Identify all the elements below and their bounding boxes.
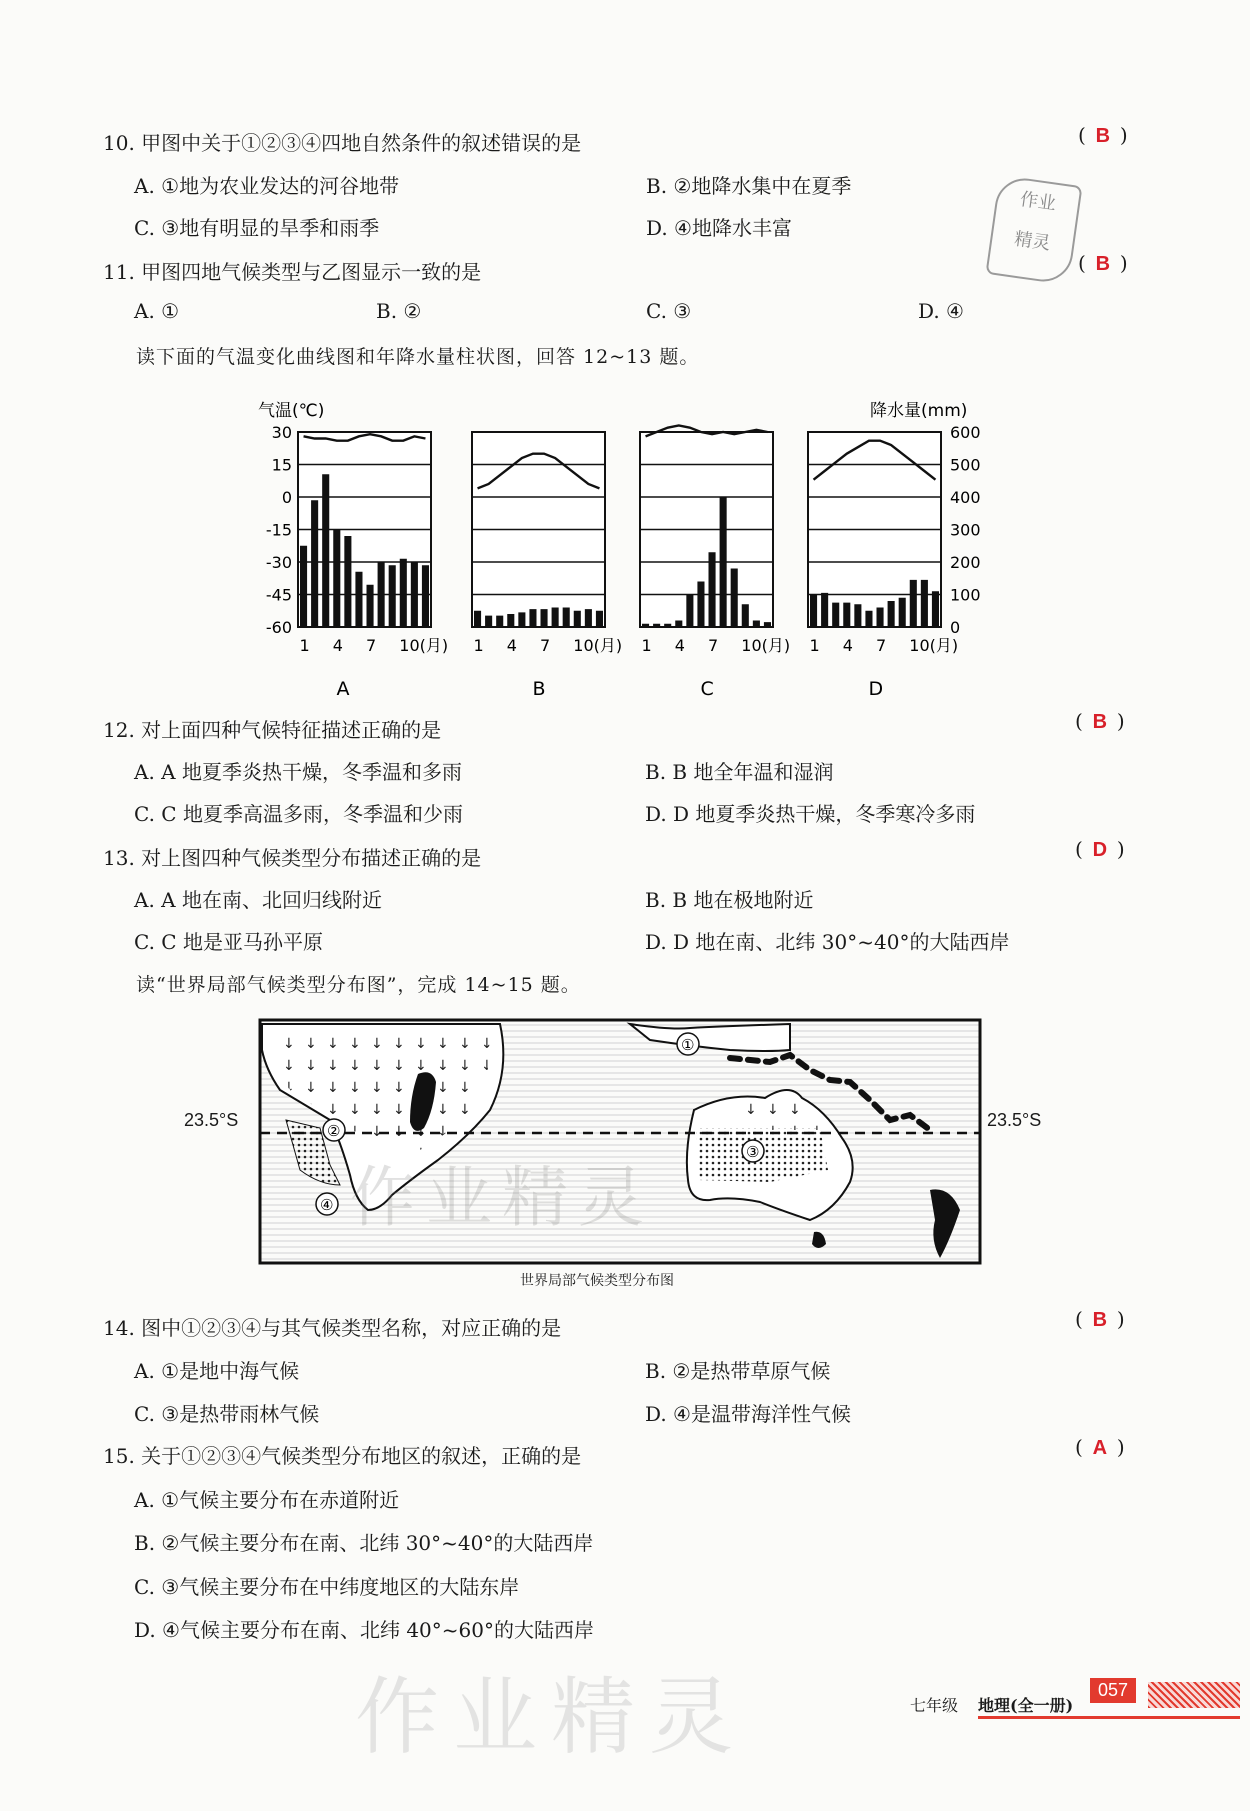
- q13-answer-letter: D: [1092, 839, 1108, 861]
- lat-label-right: 23.5°S: [987, 1110, 1042, 1130]
- precip-bar-A: [411, 562, 418, 627]
- q11-option-a[interactable]: A. ①: [134, 299, 180, 323]
- marker-1-label: ①: [681, 1036, 695, 1054]
- q10-answer: [1078, 123, 1128, 148]
- precip-bar-D: [832, 603, 839, 627]
- marker-1: [677, 1033, 699, 1055]
- x-tick-label: 1: [809, 636, 820, 655]
- stamp-seal: [985, 175, 1082, 286]
- left-tick-label: 30: [271, 423, 292, 442]
- precip-bar-D: [899, 598, 906, 627]
- q15-option-a[interactable]: A. ①气候主要分布在赤道附近: [134, 1488, 400, 1512]
- precip-bar-A: [400, 559, 407, 627]
- q11-option-b[interactable]: B. ②: [376, 299, 422, 323]
- q15-option-c[interactable]: C. ③气候主要分布在中纬度地区的大陆东岸: [134, 1575, 520, 1599]
- marker-4: [316, 1193, 338, 1215]
- precip-bar-C: [664, 624, 671, 627]
- q15-answer-letter: A: [1092, 1437, 1108, 1459]
- q10-answer-letter: B: [1095, 125, 1111, 147]
- paren-open: (: [1075, 709, 1083, 733]
- precip-bar-B: [518, 612, 525, 627]
- right-tick-label: 300: [950, 520, 981, 540]
- panel-label-C: C: [700, 678, 714, 700]
- precip-bar-A: [355, 572, 362, 627]
- paren-open: (: [1075, 1435, 1083, 1459]
- q14-answer: [1075, 1307, 1125, 1332]
- x-tick-label: 7: [366, 636, 377, 655]
- panel-label-A: A: [336, 678, 350, 700]
- right-tick-label: 500: [950, 455, 981, 475]
- paren-close: ): [1116, 837, 1125, 861]
- q13-option-a[interactable]: A. A 地在南、北回归线附近: [134, 888, 382, 912]
- precip-bar-A: [344, 536, 351, 627]
- q12-option-d[interactable]: D. D 地夏季炎热干燥，冬季寒冷多雨: [645, 802, 976, 826]
- q13-stem: 13. 对上图四种气候类型分布描述正确的是: [103, 846, 482, 870]
- marker-2: [323, 1119, 345, 1141]
- paren-close: ): [1119, 123, 1128, 147]
- q12-answer-letter: B: [1092, 711, 1108, 733]
- right-tick-label: 200: [950, 553, 981, 572]
- lat-label-left: 23.5°S: [184, 1110, 239, 1130]
- left-axis-label: 气温(℃): [258, 401, 325, 421]
- precip-bar-C: [709, 552, 716, 627]
- q12-option-b[interactable]: B. B 地全年温和湿润: [645, 760, 834, 784]
- q11-answer: [1078, 251, 1128, 276]
- q11-option-d[interactable]: D. ④: [918, 299, 964, 323]
- x-tick-label: 10(月): [741, 636, 791, 655]
- q14-answer-letter: B: [1092, 1309, 1108, 1331]
- marker-3: [742, 1140, 764, 1162]
- precip-bar-C: [764, 622, 771, 627]
- x-tick-label: 10(月): [399, 636, 449, 655]
- q10-option-a[interactable]: A. ①地为农业发达的河谷地带: [134, 174, 400, 198]
- marker-3-label: ③: [746, 1143, 760, 1161]
- q10-option-d[interactable]: D. ④地降水丰富: [646, 216, 792, 240]
- precip-bar-D: [843, 603, 850, 627]
- precip-bar-D: [865, 611, 872, 627]
- q13-option-c[interactable]: C. C 地是亚马孙平原: [134, 930, 323, 954]
- q15-option-d[interactable]: D. ④气候主要分布在南、北纬 40°~60°的大陆西岸: [134, 1618, 594, 1642]
- precip-bar-C: [642, 624, 649, 627]
- precip-bar-C: [742, 604, 749, 627]
- precip-bar-A: [389, 565, 396, 627]
- precip-bar-A: [322, 474, 329, 627]
- precip-bar-D: [821, 593, 828, 627]
- q14-stem: 14. 图中①②③④与其气候类型名称，对应正确的是: [103, 1316, 562, 1340]
- climate-charts: [0, 390, 1250, 700]
- precip-bar-C: [686, 595, 693, 628]
- paren-open: (: [1078, 123, 1086, 147]
- x-tick-label: 4: [332, 636, 343, 655]
- precip-bar-A: [333, 530, 340, 628]
- climate-map: [170, 1010, 1070, 1290]
- precip-bar-C: [753, 621, 760, 628]
- x-tick-label: 10(月): [573, 636, 623, 655]
- precip-bar-C: [720, 497, 727, 627]
- panel-label-B: B: [532, 678, 546, 700]
- q13-answer: [1075, 837, 1125, 862]
- q11-answer-letter: B: [1095, 253, 1111, 275]
- paren-open: (: [1075, 837, 1083, 861]
- q11-stem: 11. 甲图四地气候类型与乙图显示一致的是: [103, 260, 482, 284]
- precip-bar-B: [596, 611, 603, 627]
- x-tick-label: 7: [708, 636, 719, 655]
- right-tick-label: 0: [950, 618, 961, 637]
- map-watermark: 作业精灵: [350, 1159, 654, 1236]
- precip-bar-D: [910, 580, 917, 627]
- map-caption: 世界局部气候类型分布图: [520, 1273, 674, 1289]
- precip-bar-D: [888, 601, 895, 627]
- left-tick-label: 0: [281, 488, 292, 507]
- stamp-line1: 作业: [1018, 188, 1058, 215]
- q15-option-b[interactable]: B. ②气候主要分布在南、北纬 30°~40°的大陆西岸: [134, 1531, 594, 1555]
- left-tick-label: -30: [265, 553, 292, 572]
- precip-bar-C: [675, 621, 682, 628]
- precip-bar-B: [485, 616, 492, 627]
- precip-bar-A: [378, 562, 385, 627]
- footer-underline: [978, 1716, 1240, 1719]
- right-tick-label: 600: [950, 423, 981, 442]
- left-tick-label: -15: [265, 520, 292, 540]
- instruction-14-15: 读“世界局部气候类型分布图”，完成 14~15 题。: [136, 974, 581, 996]
- footer-subject: 地理(全一册): [978, 1696, 1074, 1715]
- left-tick-label: -45: [265, 585, 292, 605]
- x-tick-label: 4: [506, 636, 517, 655]
- paren-close: ): [1116, 1435, 1125, 1459]
- precip-bar-B: [552, 608, 559, 628]
- precip-bar-B: [474, 611, 481, 627]
- paren-open: (: [1078, 251, 1086, 275]
- footer-grade: 七年级: [910, 1696, 959, 1715]
- left-tick-label: -60: [265, 618, 292, 637]
- paren-open: (: [1075, 1307, 1083, 1331]
- q10-option-b[interactable]: B. ②地降水集中在夏季: [646, 174, 852, 198]
- q14-option-a[interactable]: A. ①是地中海气候: [134, 1359, 300, 1383]
- precip-bar-B: [563, 608, 570, 628]
- instruction-12-13: 读下面的气温变化曲线图和年降水量柱状图，回答 12~13 题。: [136, 346, 700, 368]
- footer-stripe-decoration: [1148, 1682, 1240, 1708]
- x-tick-label: 1: [641, 636, 652, 655]
- precip-bar-C: [697, 582, 704, 628]
- right-tick-label: 400: [950, 488, 981, 507]
- q14-option-c[interactable]: C. ③是热带雨林气候: [134, 1402, 320, 1426]
- precip-bar-D: [877, 608, 884, 628]
- paren-close: ): [1119, 251, 1128, 275]
- precip-bar-D: [810, 595, 817, 628]
- q14-option-d[interactable]: D. ④是温带海洋性气候: [645, 1402, 851, 1426]
- precip-bar-A: [311, 500, 318, 627]
- q12-stem: 12. 对上面四种气候特征描述正确的是: [103, 718, 442, 742]
- precip-bar-B: [541, 609, 548, 627]
- precip-bar-B: [585, 609, 592, 627]
- q12-option-a[interactable]: A. A 地夏季炎热干燥，冬季温和多雨: [134, 760, 462, 784]
- right-axis-label: 降水量(mm): [870, 401, 968, 421]
- precip-bar-D: [921, 580, 928, 627]
- q11-option-c[interactable]: C. ③: [646, 299, 692, 323]
- precip-bar-A: [367, 585, 374, 627]
- page-number: 057: [1090, 1678, 1136, 1703]
- panel-label-D: D: [868, 678, 884, 700]
- paren-close: ): [1116, 1307, 1125, 1331]
- x-tick-label: 7: [540, 636, 551, 655]
- bottom-watermark: 作业精灵: [355, 1668, 748, 1766]
- precip-bar-B: [507, 614, 514, 627]
- q12-answer: [1075, 709, 1125, 734]
- marker-2-label: ②: [327, 1122, 341, 1140]
- precip-bar-B: [496, 616, 503, 627]
- x-tick-label: 10(月): [909, 636, 959, 655]
- x-tick-label: 1: [299, 636, 310, 655]
- x-tick-label: 7: [876, 636, 887, 655]
- right-tick-label: 100: [950, 585, 981, 605]
- left-tick-label: 15: [271, 455, 292, 475]
- x-tick-label: 4: [842, 636, 853, 655]
- stamp-line2: 精灵: [1013, 228, 1052, 255]
- x-tick-label: 1: [473, 636, 484, 655]
- precip-bar-D: [932, 591, 939, 627]
- precip-bar-A: [300, 546, 307, 627]
- marker-4-label: ④: [320, 1196, 334, 1214]
- q15-answer: [1075, 1435, 1125, 1460]
- precip-bar-C: [731, 569, 738, 628]
- q14-option-b[interactable]: B. ②是热带草原气候: [645, 1359, 831, 1383]
- q13-option-b[interactable]: B. B 地在极地附近: [645, 888, 814, 912]
- q10-stem: 10. 甲图中关于①②③④四地自然条件的叙述错误的是: [103, 131, 582, 155]
- precip-bar-A: [422, 565, 429, 627]
- x-tick-label: 4: [674, 636, 685, 655]
- precip-bar-B: [529, 609, 536, 627]
- q10-option-c[interactable]: C. ③地有明显的旱季和雨季: [134, 216, 380, 240]
- q15-stem: 15. 关于①②③④气候类型分布地区的叙述，正确的是: [103, 1444, 582, 1468]
- q12-option-c[interactable]: C. C 地夏季高温多雨，冬季温和少雨: [134, 802, 463, 826]
- paren-close: ): [1116, 709, 1125, 733]
- q13-option-d[interactable]: D. D 地在南、北纬 30°~40°的大陆西岸: [645, 930, 1010, 954]
- precip-bar-C: [653, 624, 660, 627]
- precip-bar-D: [854, 604, 861, 627]
- precip-bar-B: [574, 611, 581, 627]
